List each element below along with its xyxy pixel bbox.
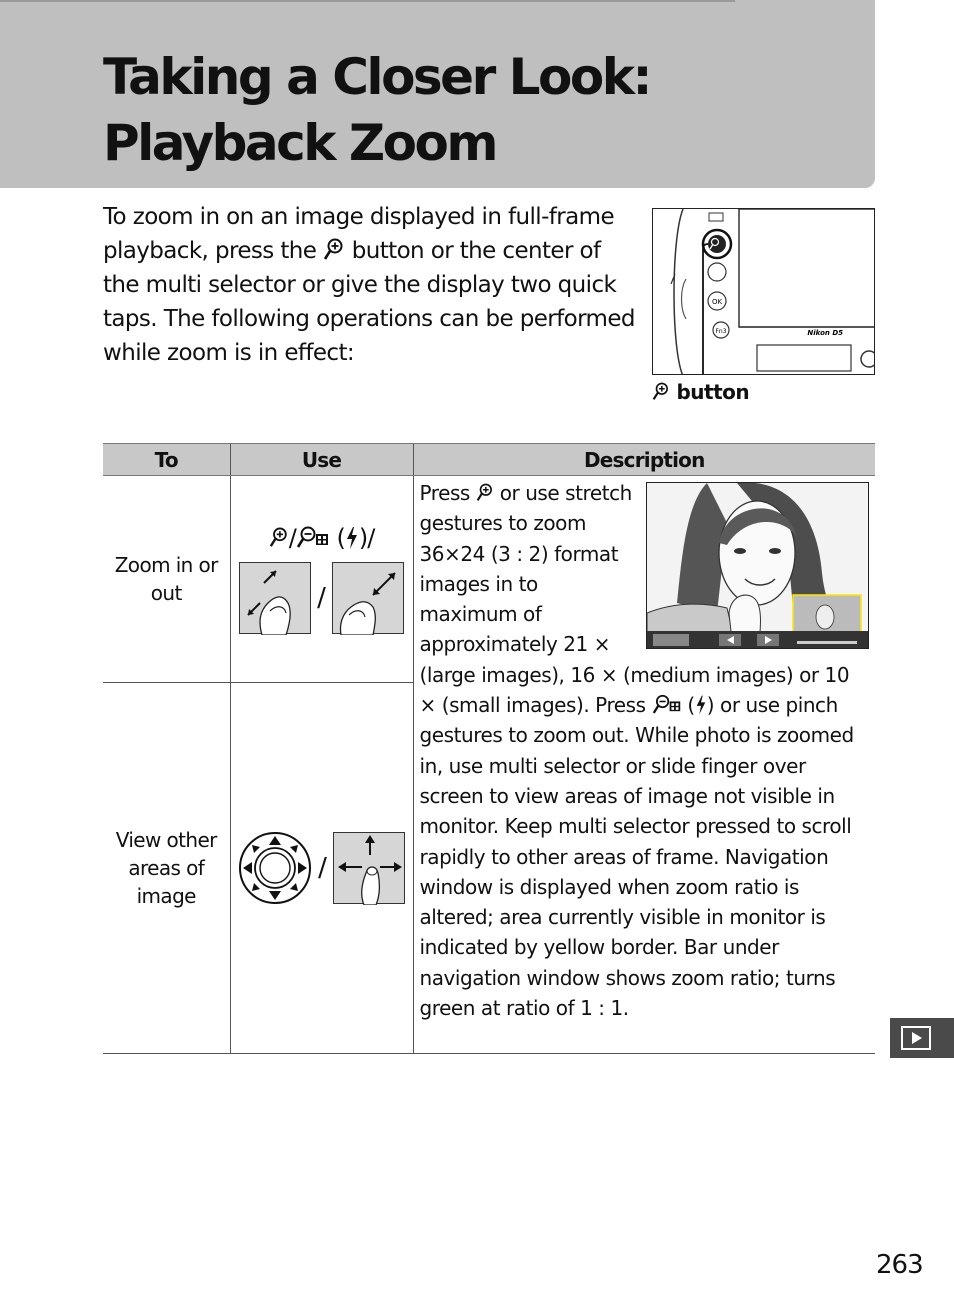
page-title-line2: Playback Zoom [103,114,496,172]
zoomed-playback-photo [646,482,869,649]
flash-icon [345,526,359,550]
zoom-in-icon [476,482,494,504]
camera-brand-label: Nikon D5 [807,329,843,337]
operations-table [103,443,875,1054]
gesture-row-zoom [231,562,413,634]
zoom-in-icon [652,381,670,403]
zoom-in-icon [323,238,345,262]
ok-button-label: OK [711,298,723,306]
header-description: Description [413,444,875,476]
use-paren-close: )/ [358,524,375,552]
camera-back-drawing [653,209,875,375]
camera-back-illustration [652,208,875,375]
flash-icon [695,694,707,716]
page-title [103,44,803,176]
figure-caption-text: button [676,380,750,404]
playback-icon [890,1018,954,1058]
desc-text-3: ) or use pinch gestures to zoom out. While photo is zoomed in, use multi selector or slide finger over screen to view areas of image not visible in monitor. Keep multi selector pressed to scroll rapidly to other areas of frame. Navigation window is displayed when zoom ratio is altered; area currently visible in monitor is indicated by yellow border. Bar under navigation window shows zoom ratio; turns green at ratio of 1 : 1. [419,693,854,1021]
table-header-row [103,444,875,476]
to-cell-view-other: View other areas of image [103,683,230,1054]
header-use: Use [230,444,413,476]
zoom-in-icon [269,526,289,550]
use-slash: / [288,524,296,552]
use-paren-open: ( [336,524,345,552]
desc-text-2: ( [687,693,695,718]
pinch-gesture-icon [239,562,311,634]
page-title-line1: Taking a Closer Look: [103,48,650,106]
stretch-gesture-icon [332,562,404,634]
page-number: 263 [876,1250,923,1280]
desc-press-1: Press [419,481,470,505]
header-to: To [103,444,230,476]
gesture-slash: / [317,583,326,613]
zoom-out-thumbnail-icon [652,694,682,716]
to-cell-zoom: Zoom in or out [103,476,230,683]
title-band-topline [0,0,735,2]
intro-paragraph [103,200,643,370]
intro-text-1: To zoom in on an image displayed in full-frame playback, press the [103,204,614,264]
slide-gesture-icon [333,832,405,904]
use-cell-zoom [230,476,413,683]
figure-caption [652,380,749,404]
description-cell [413,476,875,1054]
multi-selector-icon [238,831,312,905]
fn3-button-label: Fn3 [715,328,727,335]
desc-text-1: or use stretch gestures to zoom 36×24 (3 : 2) format images in to maximum of approximately 21 × (large images), 16 × (medium images) or 10 × (small images). Press [419,481,850,718]
table-row-zoom [103,476,875,683]
zoom-buttons-group [231,524,413,552]
use-cell-view-other [230,683,413,1054]
intro-text-2: button or the center of the multi selector or give the display two quick taps. The following operations can be performed while zoom is in effect: [103,238,635,366]
playback-section-tab [890,1018,954,1058]
gesture-row-scroll [231,831,413,905]
scroll-slash: / [318,853,327,883]
zoom-out-thumbnail-icon [296,526,330,550]
